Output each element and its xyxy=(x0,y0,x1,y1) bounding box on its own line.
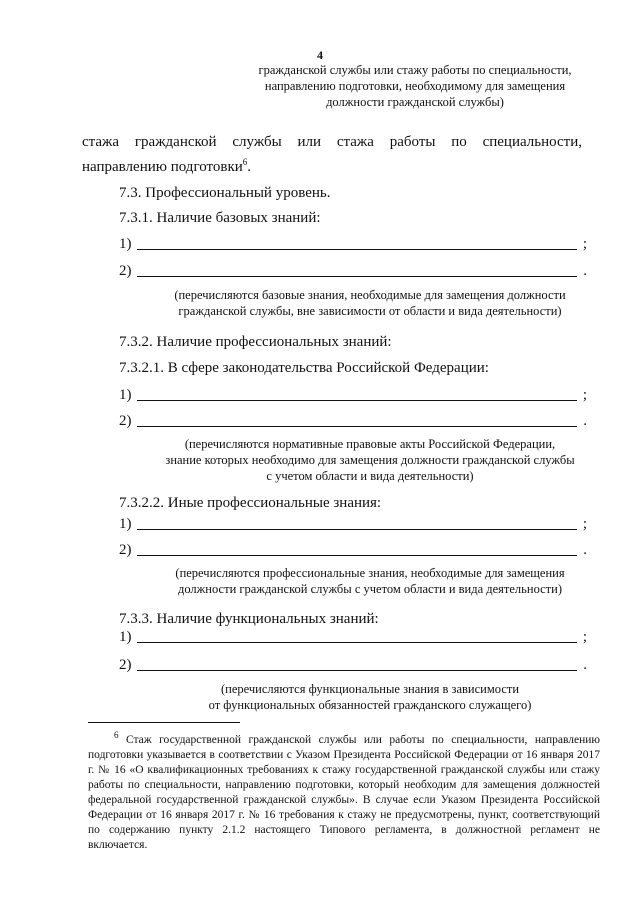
fill-in-line xyxy=(137,555,577,556)
note-line: с учетом области и вида деятельности) xyxy=(266,469,474,483)
note-line: от функциональных обязанностей гражданского служащего) xyxy=(208,698,532,712)
header-line: гражданской службы или стажу работы по специальности, xyxy=(258,63,572,77)
note-line: (перечисляются базовые знания, необходимые для замещения должности xyxy=(174,288,566,302)
legal-knowledge-note xyxy=(140,436,600,484)
intro-text: направлению подготовки xyxy=(82,159,243,175)
note-line: (перечисляются нормативные правовые акты Российской Федерации, xyxy=(184,437,556,451)
footnote-separator xyxy=(88,722,240,723)
section-7-3-2-heading: 7.3.2. Наличие профессиональных знаний: xyxy=(119,334,392,350)
item-punctuation: ; xyxy=(582,516,587,532)
footnote xyxy=(88,728,600,853)
footnote-reference: 6 xyxy=(242,157,248,167)
intro-line-2 xyxy=(82,152,582,177)
functional-knowledge-note xyxy=(140,681,600,713)
functional-knowledge-item-1 xyxy=(119,627,587,647)
fill-in-line xyxy=(137,426,577,427)
intro-end: . xyxy=(247,159,252,175)
item-number: 1) xyxy=(119,629,132,645)
page-number: 4 xyxy=(317,48,323,62)
basic-knowledge-note xyxy=(140,287,600,319)
legal-knowledge-item-1 xyxy=(119,385,587,405)
item-punctuation: . xyxy=(583,657,587,673)
fill-in-line xyxy=(137,276,577,277)
item-number: 2) xyxy=(119,413,132,429)
legal-knowledge-item-2 xyxy=(119,411,587,431)
footnote-mark: 6 xyxy=(114,730,119,740)
item-punctuation: ; xyxy=(582,629,587,645)
section-7-3-3-heading: 7.3.3. Наличие функциональных знаний: xyxy=(119,611,379,627)
section-7-3-1-heading: 7.3.1. Наличие базовых знаний: xyxy=(119,210,321,226)
section-7-3-heading: 7.3. Профессиональный уровень. xyxy=(119,185,331,201)
item-number: 1) xyxy=(119,516,132,532)
item-number: 2) xyxy=(119,657,132,673)
fill-in-line xyxy=(137,249,577,250)
item-punctuation: ; xyxy=(582,387,587,403)
header-line: направлению подготовки, необходимому для замещения xyxy=(264,79,566,93)
footnote-text: Стаж государственной гражданской службы или работы по специальности, направлению подготовки указывается в соответствии с Указом Президента Российской Федерации от 16 января 2017 г. № 16 «О квалификационных требованиях к стажу государственной гражданской службы или стажу работы по специальности, направлению подготовки, который необходим для замещения должностей федеральной государственной гражданской службы». В случае если Указом Президента Российской Федерации от 16 января 2017 г. № 16 требования к стажу не предусмотрены, пункт, соответствующий по содержанию пункту 2.1.2 настоящего Типового регламента, в должностной регламент не включается. xyxy=(88,733,600,851)
note-line: знание которых необходимо для замещения должности гражданской службы xyxy=(165,453,575,467)
section-7-3-2-2-heading: 7.3.2.2. Иные профессиональные знания: xyxy=(119,495,382,511)
other-knowledge-item-1 xyxy=(119,514,587,534)
note-line: должности гражданской службы с учетом области и вида деятельности) xyxy=(177,582,562,596)
functional-knowledge-item-2 xyxy=(119,655,587,675)
fill-in-line xyxy=(137,670,577,671)
item-number: 2) xyxy=(119,542,132,558)
item-punctuation: ; xyxy=(582,236,587,252)
item-punctuation: . xyxy=(583,542,587,558)
item-number: 2) xyxy=(119,263,132,279)
fill-in-line xyxy=(137,529,577,530)
note-line: гражданской службы, вне зависимости от области и вида деятельности) xyxy=(178,304,562,318)
other-knowledge-item-2 xyxy=(119,540,587,560)
header-line: должности гражданской службы) xyxy=(326,95,504,109)
fill-in-line xyxy=(137,642,577,643)
item-punctuation: . xyxy=(583,263,587,279)
note-line: (перечисляются профессиональные знания, необходимые для замещения xyxy=(175,566,565,580)
other-knowledge-note xyxy=(140,565,600,597)
section-7-3-2-1-heading: 7.3.2.1. В сфере законодательства Российской Федерации: xyxy=(119,360,489,376)
item-punctuation: . xyxy=(583,413,587,429)
header-fragment xyxy=(230,62,600,110)
intro-line-1: стажа гражданской службы или стажа работы по специальности, xyxy=(82,134,582,150)
note-line: (перечисляются функциональные знания в зависимости xyxy=(220,682,520,696)
fill-in-line xyxy=(137,400,577,401)
item-number: 1) xyxy=(119,236,132,252)
basic-knowledge-item-2 xyxy=(119,261,587,281)
basic-knowledge-item-1 xyxy=(119,234,587,254)
item-number: 1) xyxy=(119,387,132,403)
